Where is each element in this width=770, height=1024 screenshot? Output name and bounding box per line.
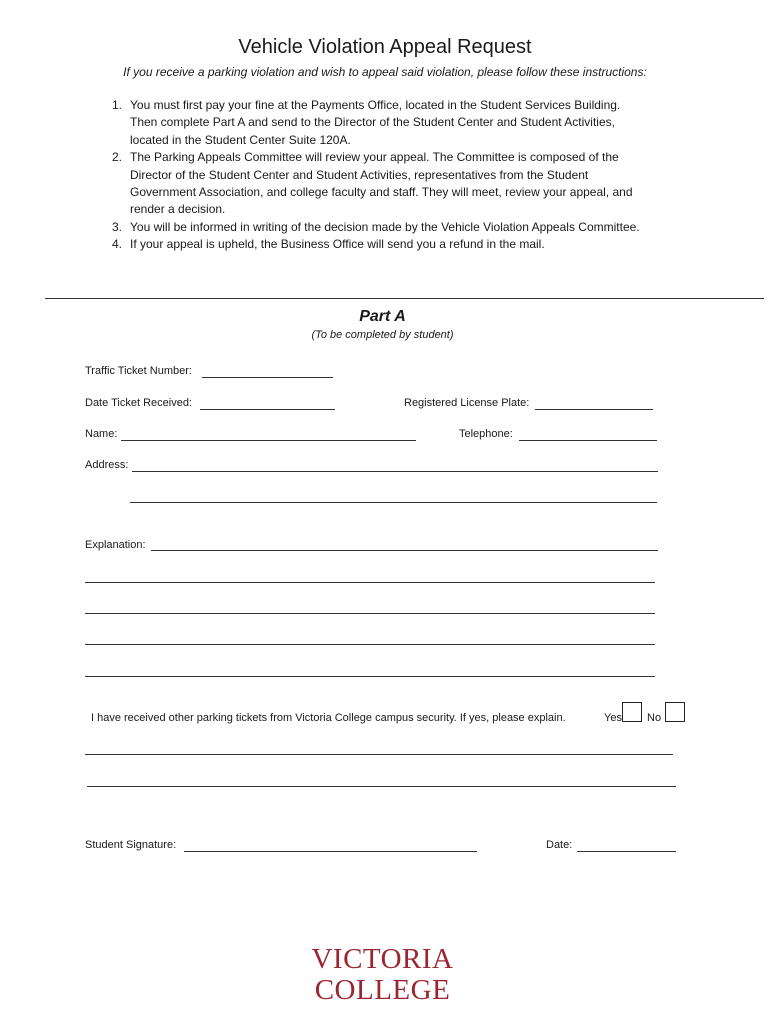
signature-field[interactable]	[184, 851, 477, 852]
instruction-text-line: You will be informed in writing of the decision made by the Vehicle Violation Appeals Committee.	[130, 219, 640, 234]
instruction-text-line: The Parking Appeals Committee will review your appeal. The Committee is composed of the	[130, 150, 619, 165]
ticket-number-label: Traffic Ticket Number:	[85, 365, 192, 377]
instruction-number: 2.	[111, 150, 122, 165]
yes-checkbox[interactable]	[622, 702, 642, 722]
date-received-field[interactable]	[200, 409, 335, 410]
address-field-line2[interactable]	[130, 502, 657, 503]
yes-label: Yes	[604, 712, 622, 724]
ticket-number-field[interactable]	[202, 377, 333, 378]
part-a-note: (To be completed by student)	[311, 329, 454, 341]
no-checkbox[interactable]	[665, 702, 685, 722]
college-logo	[0, 944, 765, 1006]
explanation-field-line4[interactable]	[85, 644, 655, 645]
telephone-label: Telephone:	[459, 428, 513, 440]
no-label: No	[647, 712, 662, 724]
explanation-field-line1[interactable]	[151, 550, 658, 551]
part-a-heading: Part A	[359, 308, 406, 325]
instruction-text-line: If your appeal is upheld, the Business Office will send you a refund in the mail.	[130, 237, 545, 252]
instruction-text-line: Government Association, and college faculty and staff. They will meet, review your appeal, and	[130, 185, 633, 200]
date-label: Date:	[546, 839, 573, 851]
document-title: Vehicle Violation Appeal Request	[238, 36, 532, 58]
intro-text: If you receive a parking violation and wish to appeal said violation, please follow these instructions:	[123, 65, 647, 79]
date-field[interactable]	[577, 851, 676, 852]
instruction-item	[104, 236, 704, 253]
explanation-field-line2[interactable]	[85, 582, 655, 583]
section-divider	[45, 298, 764, 299]
instruction-item	[104, 219, 704, 236]
license-plate-label: Registered License Plate:	[404, 397, 530, 409]
logo-line2: COLLEGE	[314, 974, 451, 1006]
instruction-text-line: Director of the Student Center and Student Activities, representatives from the Student	[130, 167, 589, 182]
telephone-field[interactable]	[519, 440, 657, 441]
explanation-field-line3[interactable]	[85, 613, 655, 614]
instruction-text-line: located in the Student Center Suite 120A.	[130, 132, 351, 147]
other-tickets-question: I have received other parking tickets from Victoria College campus security. If yes, please explain.	[91, 712, 566, 724]
instruction-item	[104, 97, 704, 149]
other-tickets-explain-line1[interactable]	[85, 754, 673, 755]
explanation-field-line5[interactable]	[85, 676, 655, 677]
instruction-number: 3.	[111, 219, 122, 234]
signature-label: Student Signature:	[85, 839, 177, 851]
other-tickets-explain-line2[interactable]	[87, 786, 676, 787]
instruction-number: 4.	[111, 237, 122, 252]
instruction-text-line: render a decision.	[130, 202, 226, 217]
address-field-line1[interactable]	[132, 471, 658, 472]
instruction-item	[104, 149, 704, 219]
name-label: Name:	[85, 428, 118, 440]
instruction-list	[104, 97, 704, 254]
instruction-number: 1.	[111, 98, 122, 112]
license-plate-field[interactable]	[535, 409, 653, 410]
explanation-label: Explanation:	[85, 539, 146, 551]
instruction-text-line: Then complete Part A and send to the Director of the Student Center and Student Activities,	[130, 115, 615, 130]
logo-line1: VICTORIA	[311, 943, 454, 975]
date-received-label: Date Ticket Received:	[85, 397, 192, 409]
address-label: Address:	[85, 459, 129, 471]
name-field[interactable]	[121, 440, 416, 441]
instruction-text-line: You must first pay your fine at the Payments Office, located in the Student Services Building.	[130, 98, 621, 112]
